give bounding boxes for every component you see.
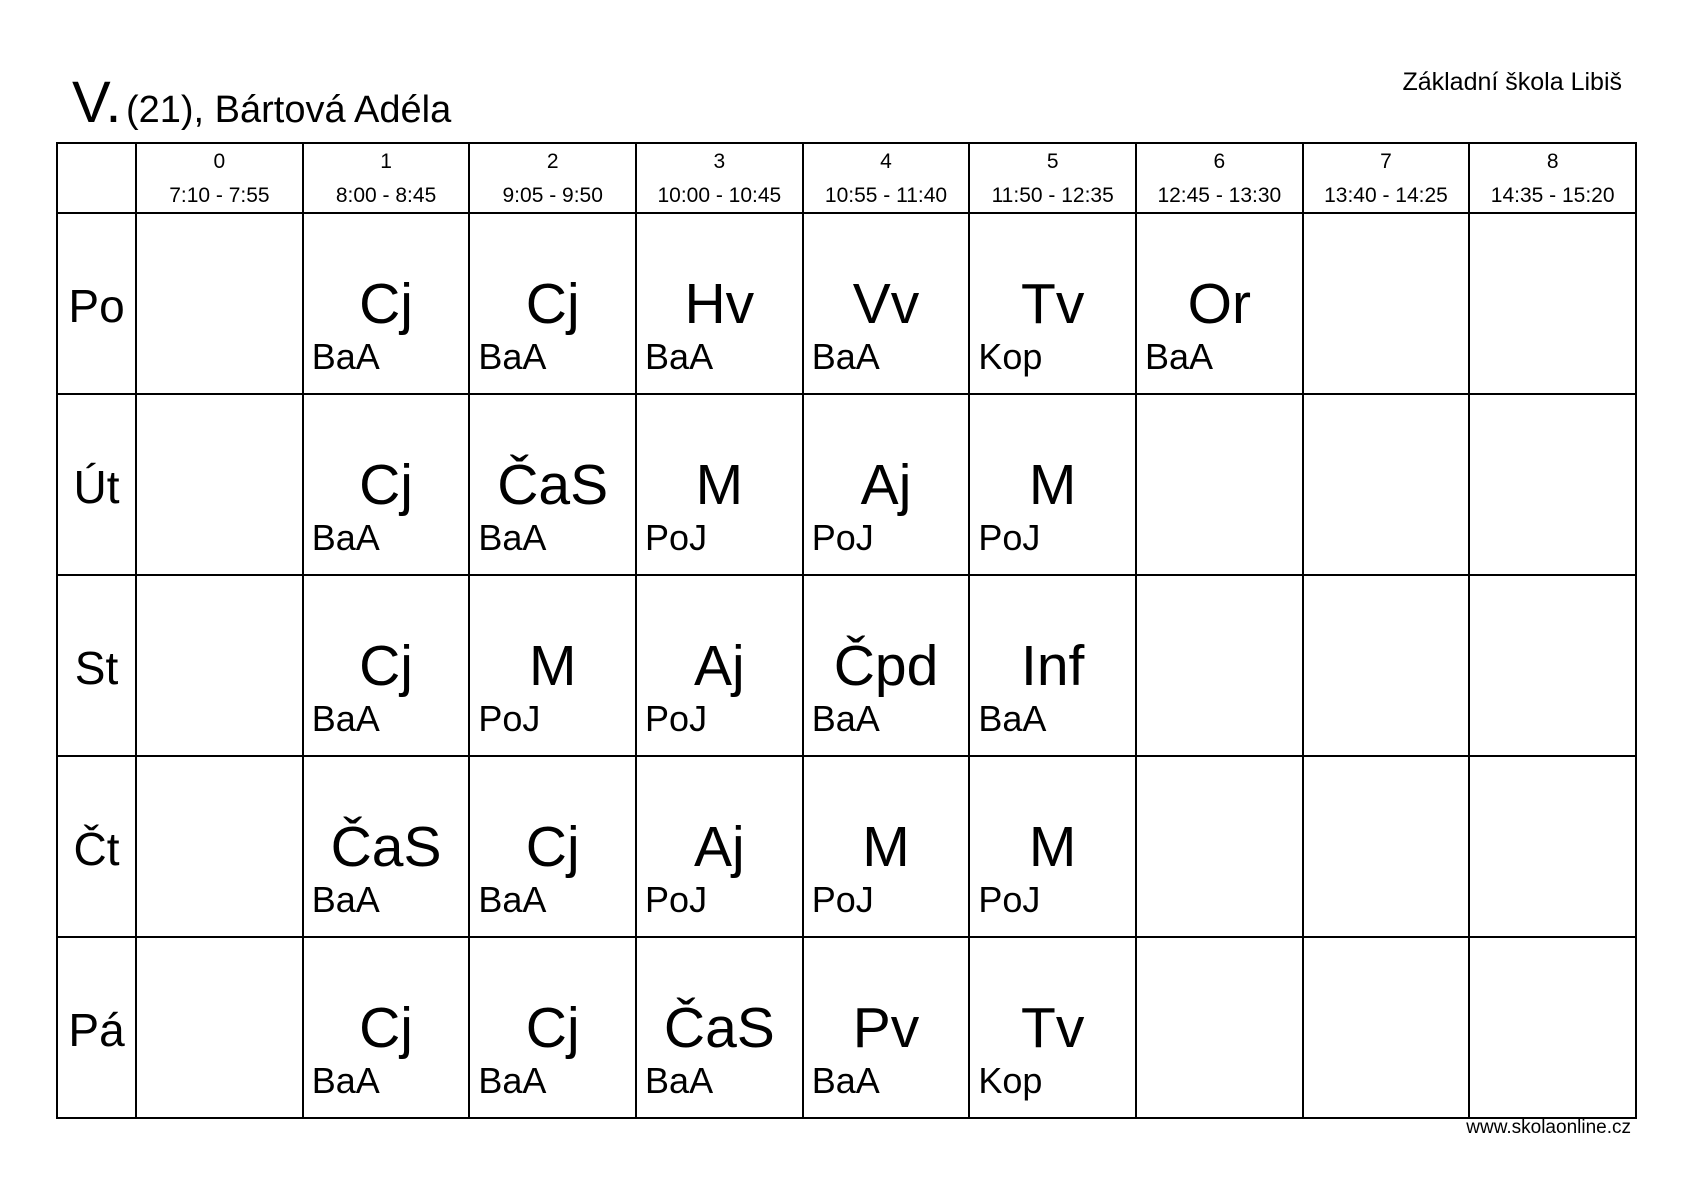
- period-header: [136, 143, 303, 213]
- period-number: 2: [546, 150, 559, 173]
- period-number: 8: [1546, 150, 1559, 173]
- lesson-subject: Aj: [860, 453, 912, 517]
- lesson-teacher: BaA: [478, 1060, 547, 1101]
- lesson-teacher: PoJ: [978, 879, 1041, 920]
- empty-lesson-cell: [1303, 937, 1470, 1118]
- lesson-cell: [803, 394, 970, 575]
- lesson-cell: [803, 937, 970, 1118]
- lesson-cell: [469, 213, 636, 394]
- day-label: Po: [68, 279, 125, 332]
- lesson-subject: Vv: [852, 272, 920, 336]
- lesson-teacher: BaA: [811, 336, 880, 377]
- lesson-teacher: BaA: [478, 517, 547, 558]
- empty-lesson-cell: [136, 756, 303, 937]
- empty-lesson-cell: [1136, 394, 1303, 575]
- lesson-cell: [469, 575, 636, 756]
- lesson-subject: ČaS: [330, 815, 442, 879]
- lesson-subject: Or: [1187, 272, 1251, 336]
- empty-lesson-cell: [1469, 937, 1636, 1118]
- period-time: 11:50 - 12:35: [991, 184, 1114, 207]
- lesson-subject: Aj: [694, 634, 745, 698]
- day-label-cell: [57, 937, 136, 1118]
- period-header: [303, 143, 470, 213]
- period-header: [803, 143, 970, 213]
- lesson-cell: [969, 213, 1136, 394]
- period-number: 5: [1046, 150, 1059, 173]
- empty-lesson-cell: [136, 575, 303, 756]
- lesson-cell: [1136, 213, 1303, 394]
- lesson-teacher: BaA: [311, 517, 380, 558]
- day-label-cell: [57, 213, 136, 394]
- class-name: V.: [72, 70, 122, 135]
- period-time: 9:05 - 9:50: [502, 184, 603, 207]
- period-number: 6: [1213, 150, 1226, 173]
- lesson-subject: Aj: [694, 815, 745, 879]
- lesson-subject: ČaS: [497, 453, 609, 517]
- lesson-cell: [636, 213, 803, 394]
- day-label: St: [74, 641, 119, 694]
- lesson-teacher: BaA: [311, 336, 380, 377]
- lesson-teacher: BaA: [811, 1060, 880, 1101]
- lesson-subject: M: [1028, 453, 1077, 517]
- lesson-subject: M: [862, 815, 910, 879]
- lesson-teacher: BaA: [1145, 336, 1214, 377]
- lesson-subject: Čpd: [833, 634, 939, 698]
- period-number: 3: [713, 150, 726, 173]
- lesson-cell: [969, 937, 1136, 1118]
- lesson-subject: Cj: [359, 996, 413, 1060]
- lesson-teacher: PoJ: [978, 517, 1041, 558]
- lesson-teacher: BaA: [311, 879, 380, 920]
- lesson-teacher: BaA: [478, 879, 547, 920]
- empty-lesson-cell: [136, 937, 303, 1118]
- period-header-row: [57, 143, 1636, 213]
- empty-lesson-cell: [1303, 394, 1470, 575]
- lesson-cell: [636, 394, 803, 575]
- lesson-subject: Cj: [359, 272, 413, 336]
- lesson-teacher: BaA: [645, 336, 714, 377]
- lesson-cell: [803, 756, 970, 937]
- day-row: [57, 394, 1636, 575]
- period-time: 10:00 - 10:45: [657, 184, 782, 207]
- lesson-subject: Tv: [1021, 996, 1085, 1060]
- lesson-cell: [303, 213, 470, 394]
- period-time: 10:55 - 11:40: [824, 184, 948, 207]
- day-row: [57, 937, 1636, 1118]
- period-time: 7:10 - 7:55: [169, 184, 270, 207]
- school-name: Základní škola Libiš: [1402, 68, 1622, 96]
- lesson-subject: Cj: [525, 272, 580, 336]
- day-label-cell: [57, 394, 136, 575]
- period-number: 0: [213, 150, 226, 173]
- lesson-cell: [969, 756, 1136, 937]
- lesson-cell: [636, 756, 803, 937]
- period-number: 7: [1380, 150, 1392, 173]
- day-row: [57, 575, 1636, 756]
- lesson-subject: M: [1028, 815, 1077, 879]
- page-title: [72, 70, 452, 135]
- lesson-teacher: PoJ: [645, 698, 708, 739]
- timetable: [56, 142, 1637, 1119]
- lesson-teacher: PoJ: [811, 517, 874, 558]
- lesson-subject: Cj: [359, 634, 413, 698]
- period-header: [969, 143, 1136, 213]
- lesson-cell: [803, 213, 970, 394]
- lesson-cell: [636, 575, 803, 756]
- empty-lesson-cell: [1136, 937, 1303, 1118]
- period-header: [1469, 143, 1636, 213]
- lesson-teacher: Kop: [978, 336, 1043, 377]
- lesson-subject: M: [528, 634, 577, 698]
- lesson-cell: [969, 575, 1136, 756]
- lesson-cell: [969, 394, 1136, 575]
- lesson-teacher: PoJ: [811, 879, 874, 920]
- timetable-body: [57, 213, 1636, 1118]
- period-number: 1: [380, 150, 392, 173]
- lesson-cell: [469, 756, 636, 937]
- lesson-subject: Cj: [525, 815, 580, 879]
- empty-lesson-cell: [1136, 575, 1303, 756]
- period-number: 4: [880, 150, 892, 173]
- lesson-subject: Cj: [525, 996, 580, 1060]
- period-time: 8:00 - 8:45: [335, 184, 437, 207]
- lesson-subject: Hv: [684, 272, 755, 336]
- lesson-subject: Tv: [1021, 272, 1085, 336]
- lesson-cell: [803, 575, 970, 756]
- lesson-subject: M: [695, 453, 744, 517]
- day-label: Čt: [73, 822, 120, 875]
- empty-lesson-cell: [1469, 213, 1636, 394]
- day-row: [57, 213, 1636, 394]
- empty-lesson-cell: [1303, 756, 1470, 937]
- empty-lesson-cell: [136, 394, 303, 575]
- lesson-teacher: BaA: [311, 698, 380, 739]
- lesson-cell: [303, 394, 470, 575]
- period-time: 14:35 - 15:20: [1490, 184, 1615, 207]
- empty-lesson-cell: [136, 213, 303, 394]
- empty-lesson-cell: [1469, 756, 1636, 937]
- lesson-subject: Inf: [1020, 634, 1085, 698]
- period-time: 12:45 - 13:30: [1157, 184, 1282, 207]
- lesson-teacher: BaA: [811, 698, 880, 739]
- lesson-teacher: PoJ: [478, 698, 541, 739]
- period-time: 13:40 - 14:25: [1324, 184, 1448, 207]
- lesson-teacher: Kop: [978, 1060, 1043, 1101]
- day-row: [57, 756, 1636, 937]
- period-header: [469, 143, 636, 213]
- empty-lesson-cell: [1469, 575, 1636, 756]
- day-label: Pá: [68, 1003, 125, 1056]
- lesson-cell: [469, 394, 636, 575]
- lesson-cell: [303, 756, 470, 937]
- lesson-teacher: BaA: [978, 698, 1047, 739]
- lesson-teacher: PoJ: [645, 879, 708, 920]
- period-header: [1136, 143, 1303, 213]
- day-label-cell: [57, 756, 136, 937]
- empty-lesson-cell: [1469, 394, 1636, 575]
- lesson-cell: [303, 575, 470, 756]
- lesson-teacher: PoJ: [645, 517, 708, 558]
- empty-lesson-cell: [1136, 756, 1303, 937]
- empty-lesson-cell: [1303, 213, 1470, 394]
- corner-cell: [57, 143, 136, 213]
- lesson-teacher: BaA: [645, 1060, 714, 1101]
- lesson-subject: Pv: [852, 996, 920, 1060]
- lesson-teacher: BaA: [311, 1060, 380, 1101]
- lesson-subject: Cj: [359, 453, 413, 517]
- class-title-details: (21), Bártová Adéla: [125, 89, 452, 131]
- period-header: [1303, 143, 1470, 213]
- day-label-cell: [57, 575, 136, 756]
- lesson-teacher: BaA: [478, 336, 547, 377]
- lesson-cell: [469, 937, 636, 1118]
- footer-website: www.skolaonline.cz: [1466, 1117, 1631, 1138]
- lesson-subject: ČaS: [663, 996, 775, 1060]
- lesson-cell: [636, 937, 803, 1118]
- day-label: Út: [73, 460, 120, 513]
- period-header: [636, 143, 803, 213]
- lesson-cell: [303, 937, 470, 1118]
- empty-lesson-cell: [1303, 575, 1470, 756]
